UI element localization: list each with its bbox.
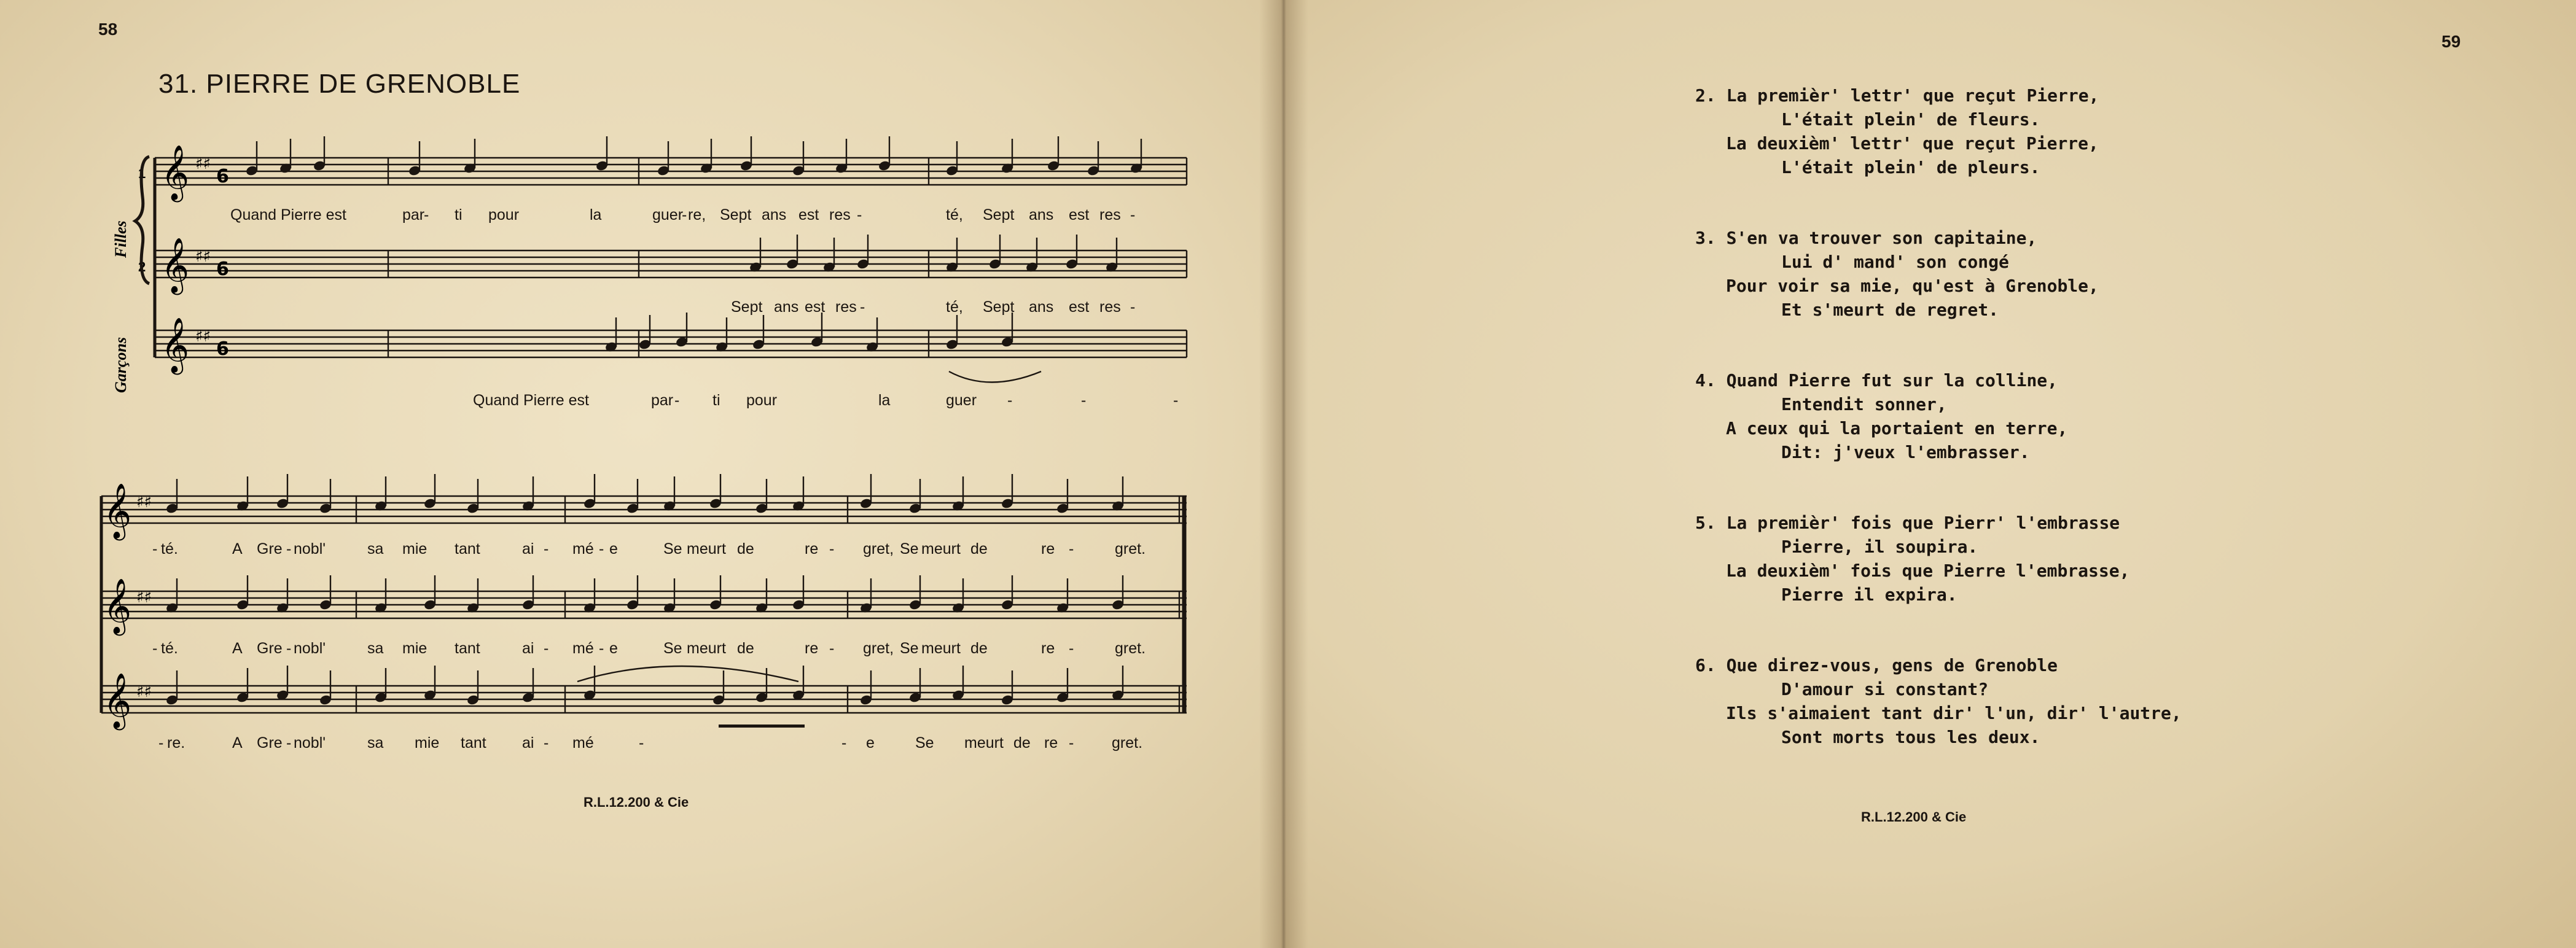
lyric: - xyxy=(682,206,687,223)
verse-line: Lui d' mand' son congé xyxy=(1781,252,2009,272)
lyric: ans xyxy=(1029,206,1054,223)
lyric: gret. xyxy=(1112,734,1143,752)
system1-lyrics-voice1 xyxy=(230,206,1135,223)
system1-lyrics-garcons xyxy=(473,392,1178,409)
lyric: res xyxy=(829,206,851,223)
lyric: Sept xyxy=(731,298,763,316)
key-signature-icon: ♯♯ xyxy=(136,493,152,511)
lyric: ans xyxy=(1029,298,1054,316)
lyric: - xyxy=(152,640,158,657)
lyric: - xyxy=(1069,640,1074,657)
page-number-right: 59 xyxy=(2441,32,2461,51)
lyric: de xyxy=(737,540,754,558)
lyric: mé xyxy=(572,540,594,558)
lyric: Se xyxy=(900,540,919,558)
lyric: té, xyxy=(946,298,963,316)
lyric: ans xyxy=(762,206,787,223)
lyric: - xyxy=(544,540,549,558)
key-signature-icon: ♯♯ xyxy=(136,588,152,607)
lyric: - xyxy=(829,640,835,657)
verse-list xyxy=(1695,84,2182,796)
verse-line: Pierre, il soupira. xyxy=(1781,537,1978,557)
stanza-4 xyxy=(1695,368,2182,464)
lyric: meurt xyxy=(921,640,961,657)
verse-line: La premièr' lettr' que reçut Pierre, xyxy=(1726,85,2099,106)
lyric: - xyxy=(286,640,292,657)
publisher-code-left: R.L.12.200 & Cie xyxy=(584,795,689,810)
lyric: e xyxy=(609,540,618,558)
stanza-5 xyxy=(1695,511,2182,607)
lyric: par xyxy=(651,392,674,409)
time-signature: 6 xyxy=(216,166,229,187)
lyric: Sept xyxy=(720,206,752,223)
label-filles: Filles xyxy=(112,220,130,258)
lyric: - xyxy=(599,640,604,657)
treble-clef-icon: 𝄞 xyxy=(103,673,132,728)
lyric: la xyxy=(878,392,891,409)
system2-lyrics-voice2 xyxy=(152,640,1146,657)
time-signature: 6 xyxy=(216,338,229,360)
stanza-number: 4. xyxy=(1695,370,1716,390)
lyric: re xyxy=(805,640,819,657)
lyric: - xyxy=(1069,734,1074,752)
lyric: meurt xyxy=(687,640,726,657)
time-signature: 6 xyxy=(216,258,229,280)
treble-clef-icon: 𝄞 xyxy=(161,145,190,200)
lyric: Sept xyxy=(983,298,1015,316)
system2-lyrics-garcons xyxy=(158,734,1142,752)
lyric: - xyxy=(544,734,549,752)
lyric: A xyxy=(232,540,243,558)
verse-line: L'était plein' de pleurs. xyxy=(1781,157,2040,177)
tie xyxy=(949,371,1041,383)
lyric: sa xyxy=(367,540,384,558)
stanza-6 xyxy=(1695,653,2182,749)
lyric: guer xyxy=(652,206,684,223)
lyric: pour xyxy=(746,392,778,409)
staff-system-2 xyxy=(101,474,1187,731)
verse-line: Ils s'aimaient tant dir' l'un, dir' l'autre, xyxy=(1726,703,2182,723)
lyric: Se xyxy=(900,640,919,657)
lyric: - xyxy=(424,206,429,223)
lyric: A xyxy=(232,734,243,752)
verse-line: Et s'meurt de regret. xyxy=(1781,300,1999,320)
verse-line: Dit: j'veux l'embrasser. xyxy=(1781,442,2030,462)
verse-line: La premièr' fois que Pierr' l'embrasse xyxy=(1726,513,2120,533)
beam xyxy=(719,725,805,728)
lyric: meurt xyxy=(687,540,726,558)
lyric: ti xyxy=(455,206,463,223)
book-gutter xyxy=(1259,0,1308,948)
lyric: - xyxy=(1081,392,1087,409)
verse-line: Pour voir sa mie, qu'est à Grenoble, xyxy=(1726,276,2099,296)
treble-clef-icon: 𝄞 xyxy=(103,578,132,634)
lyric: gret. xyxy=(1115,640,1146,657)
stanza-2 xyxy=(1695,84,2182,179)
lyric: Gre xyxy=(257,734,283,752)
verse-line: A ceux qui la portaient en terre, xyxy=(1726,418,2068,438)
lyric: ti xyxy=(712,392,720,409)
lyric: - xyxy=(152,540,158,558)
lyric: - xyxy=(1130,206,1136,223)
song-title: 31. PIERRE DE GRENOBLE xyxy=(158,69,521,99)
lyric: mé xyxy=(572,734,594,752)
lyric: guer xyxy=(946,392,977,409)
lyric: re xyxy=(1041,540,1055,558)
lyric: - xyxy=(857,206,862,223)
lyric: est xyxy=(1069,206,1090,223)
lyric: la xyxy=(590,206,602,223)
lyric: - xyxy=(1130,298,1136,316)
verse-line: Quand Pierre fut sur la colline, xyxy=(1726,370,2058,390)
lyric: Se xyxy=(915,734,934,752)
slur xyxy=(577,666,798,682)
lyric: Se xyxy=(663,540,682,558)
lyric: Gre xyxy=(257,640,283,657)
lyric: A xyxy=(232,640,243,657)
stanza-3 xyxy=(1695,226,2182,322)
key-signature-icon: ♯♯ xyxy=(195,247,211,266)
lyric: mie xyxy=(402,540,427,558)
lyric: tant xyxy=(455,640,480,657)
lyric: té. xyxy=(161,540,178,558)
lyric: nobl' xyxy=(294,734,326,752)
verse-line: D'amour si constant? xyxy=(1781,679,1989,699)
lyric: Quand Pierre est xyxy=(473,392,589,409)
lyric: res xyxy=(835,298,857,316)
lyric: - xyxy=(1069,540,1074,558)
key-signature-icon: ♯♯ xyxy=(136,683,152,701)
lyric: - xyxy=(599,540,604,558)
lyric: té, xyxy=(946,206,963,223)
lyric: de xyxy=(1013,734,1031,752)
lyric: Quand Pierre est xyxy=(230,206,346,223)
lyric: mie xyxy=(402,640,427,657)
lyric: pour xyxy=(488,206,520,223)
treble-clef-icon: 𝄞 xyxy=(161,317,190,373)
page-number-left: 58 xyxy=(98,20,118,39)
lyric: re. xyxy=(167,734,185,752)
lyric: - xyxy=(829,540,835,558)
lyric: Gre xyxy=(257,540,283,558)
lyric: de xyxy=(970,640,988,657)
system1-lyrics-voice2 xyxy=(731,298,1135,316)
lyric: - xyxy=(1007,392,1013,409)
lyric: nobl' xyxy=(294,540,326,558)
lyric: re xyxy=(1044,734,1058,752)
lyric: sa xyxy=(367,734,384,752)
treble-clef-icon: 𝄞 xyxy=(103,483,132,538)
verse-line: Pierre il expira. xyxy=(1781,585,1957,605)
label-garcons: Garçons xyxy=(112,336,130,393)
lyric: est xyxy=(805,298,825,316)
lyric: de xyxy=(737,640,754,657)
stanza-number: 3. xyxy=(1695,228,1716,248)
verse-line: Entendit sonner, xyxy=(1781,394,1947,414)
lyric: - xyxy=(674,392,680,409)
lyric: e xyxy=(866,734,875,752)
lyric: re, xyxy=(688,206,706,223)
lyric: - xyxy=(841,734,847,752)
verse-line: La deuxièm' lettr' que reçut Pierre, xyxy=(1726,133,2099,153)
verse-line: Que direz-vous, gens de Grenoble xyxy=(1726,655,2058,675)
verse-line: Sont morts tous les deux. xyxy=(1781,727,2040,747)
lyric: té. xyxy=(161,640,178,657)
lyric: res xyxy=(1099,298,1121,316)
lyric: Sept xyxy=(983,206,1015,223)
lyric: res xyxy=(1099,206,1121,223)
verse-line: S'en va trouver son capitaine, xyxy=(1726,228,2037,248)
voice-number-2: 2 xyxy=(138,259,146,274)
lyric: - xyxy=(639,734,644,752)
lyric: - xyxy=(860,298,865,316)
verse-line: La deuxièm' fois que Pierre l'embrasse, xyxy=(1726,561,2130,581)
lyric: est xyxy=(1069,298,1090,316)
stanza-number: 5. xyxy=(1695,513,1716,533)
lyric: - xyxy=(158,734,164,752)
lyric: meurt xyxy=(921,540,961,558)
lyric: par xyxy=(402,206,425,223)
lyric: re xyxy=(1041,640,1055,657)
lyric: est xyxy=(798,206,819,223)
publisher-code-right: R.L.12.200 & Cie xyxy=(1861,809,1967,825)
key-signature-icon: ♯♯ xyxy=(195,327,211,346)
lyric: meurt xyxy=(964,734,1004,752)
lyric: nobl' xyxy=(294,640,326,657)
key-signature-icon: ♯♯ xyxy=(195,155,211,173)
system2-lyrics-voice1 xyxy=(152,540,1146,558)
lyric: ai xyxy=(522,540,534,558)
lyric: mé xyxy=(572,640,594,657)
left-page xyxy=(0,0,1281,948)
lyric: - xyxy=(286,734,292,752)
lyric: sa xyxy=(367,640,384,657)
stanza-number: 2. xyxy=(1695,85,1716,106)
lyric: de xyxy=(970,540,988,558)
filles-brace xyxy=(135,157,149,284)
right-page xyxy=(1281,0,2576,948)
lyric: ai xyxy=(522,734,534,752)
lyric: tant xyxy=(455,540,480,558)
lyric: tant xyxy=(461,734,486,752)
lyric: ai xyxy=(522,640,534,657)
lyric: gret. xyxy=(1115,540,1146,558)
verse-line: L'était plein' de fleurs. xyxy=(1781,109,2040,130)
lyric: ans xyxy=(774,298,799,316)
treble-clef-icon: 𝄞 xyxy=(161,238,190,293)
lyric: gret, xyxy=(863,540,894,558)
lyric: re xyxy=(805,540,819,558)
lyric: gret, xyxy=(863,640,894,657)
stanza-number: 6. xyxy=(1695,655,1716,675)
lyric: Se xyxy=(663,640,682,657)
lyric: mie xyxy=(415,734,440,752)
lyric: e xyxy=(609,640,618,657)
lyric: - xyxy=(286,540,292,558)
staff-system-1 xyxy=(155,136,1187,383)
lyric: - xyxy=(1173,392,1179,409)
lyric: - xyxy=(544,640,549,657)
voice-number-1: 1 xyxy=(138,166,146,181)
